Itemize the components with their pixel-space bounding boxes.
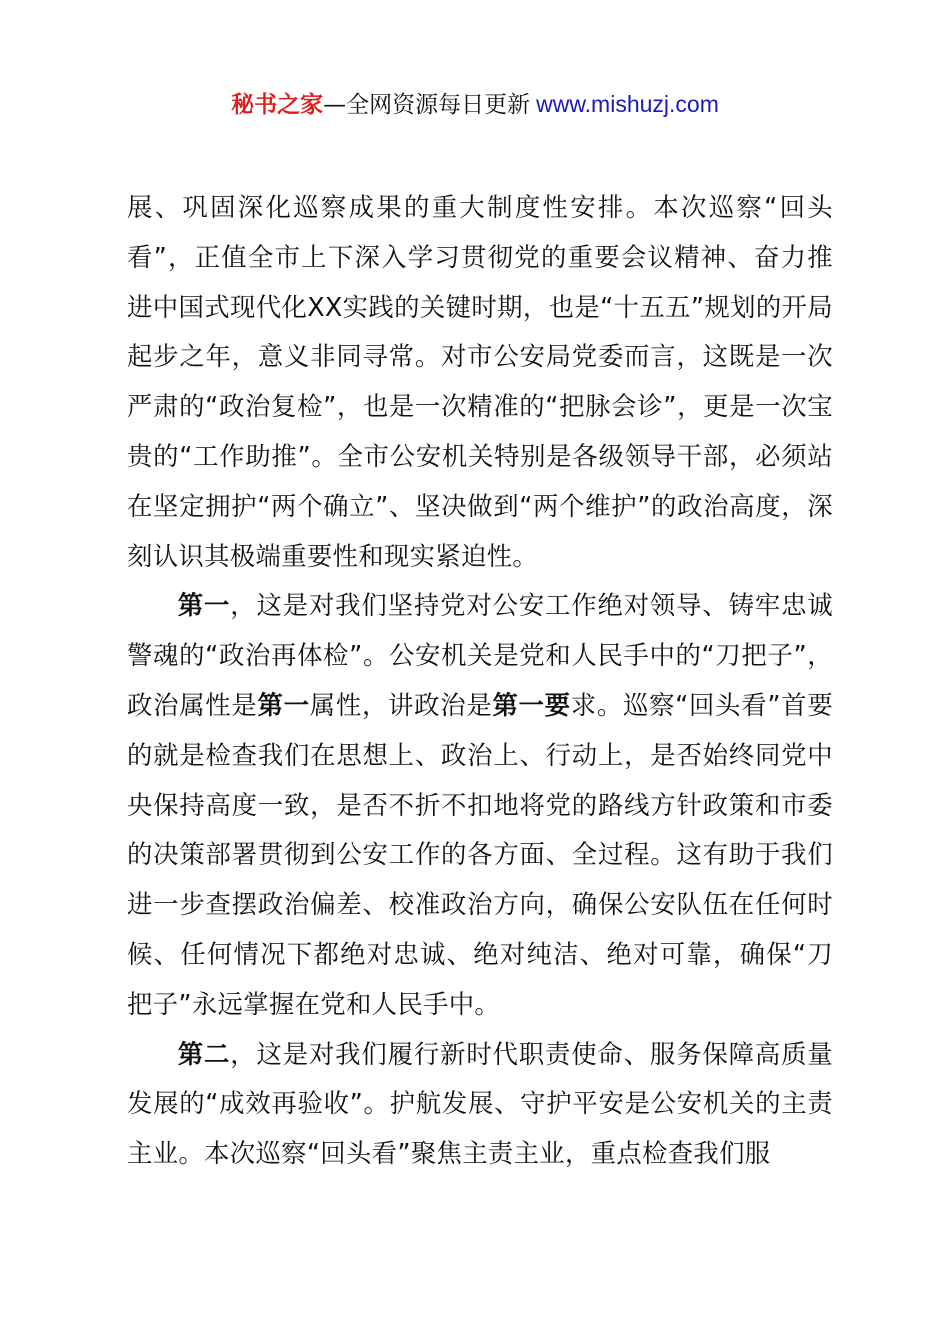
paragraph-2 <box>127 581 833 1029</box>
paragraph-1-text: 展、巩固深化巡察成果的重大制度性安排。本次巡察“回头看”，正值全市上下深入学习贯彻党的重要会议精神、奋力推进中国式现代化XX实践的关键时期，也是“十五五”规划的开局起步之年，意义非同寻常。对市公安局党委而言，这既是一次严肃的“政治复检”，也是一次精准的“把脉会诊”，更是一次宝贵的“工作助推”。全市公安机关特别是各级领导干部，必须站在坚定拥护“两个确立”、坚决做到“两个维护”的政治高度，深刻认识其极端重要性和现实紧迫性。 <box>127 192 833 571</box>
paragraph-2-lead: 第一 <box>177 590 231 621</box>
paragraph-1 <box>127 183 833 581</box>
paragraph-2-text-c: 求。巡察“回头看”首要的就是检查我们在思想上、政治上、行动上，是否始终同党中央保持高度一致，是否不折不扣地将党的路线方针政策和市委的决策部署贯彻到公安工作的各方面、全过程。这有助于我们进一步查摆政治偏差、校准政治方向，确保公安队伍在任何时候、任何情况下都绝对忠诚、绝对纯洁、绝对可靠，确保“刀把子”永远掌握在党和人民手中。 <box>127 689 834 1019</box>
site-brand: 秘书之家 <box>231 92 324 118</box>
site-url-link[interactable]: www.mishuzj.com <box>536 91 719 117</box>
paragraph-2-emphasis-b: 第一要 <box>492 689 571 720</box>
document-body <box>127 183 833 1179</box>
paragraph-3 <box>127 1030 833 1179</box>
site-slogan: —全网资源每日更新 <box>323 92 531 118</box>
paragraph-2-text-b: 属性，讲政治是 <box>309 689 493 720</box>
site-header <box>0 86 950 123</box>
paragraph-2-emphasis-a: 第一 <box>257 689 310 720</box>
paragraph-3-lead: 第二 <box>177 1038 231 1069</box>
paragraph-3-text: ，这是对我们履行新时代职责使命、服务保障高质量发展的“成效再验收”。护航发展、守护平安是公安机关的主责主业。本次巡察“回头看”聚焦主责主业，重点检查我们服 <box>127 1038 833 1169</box>
paragraph-2-text-a: ，这是对我们坚持党对公安工作绝对领导、铸牢忠诚警魂的“政治再体检”。公安机关是党和人民手中的“刀把子”，政治属性是 <box>127 590 833 720</box>
